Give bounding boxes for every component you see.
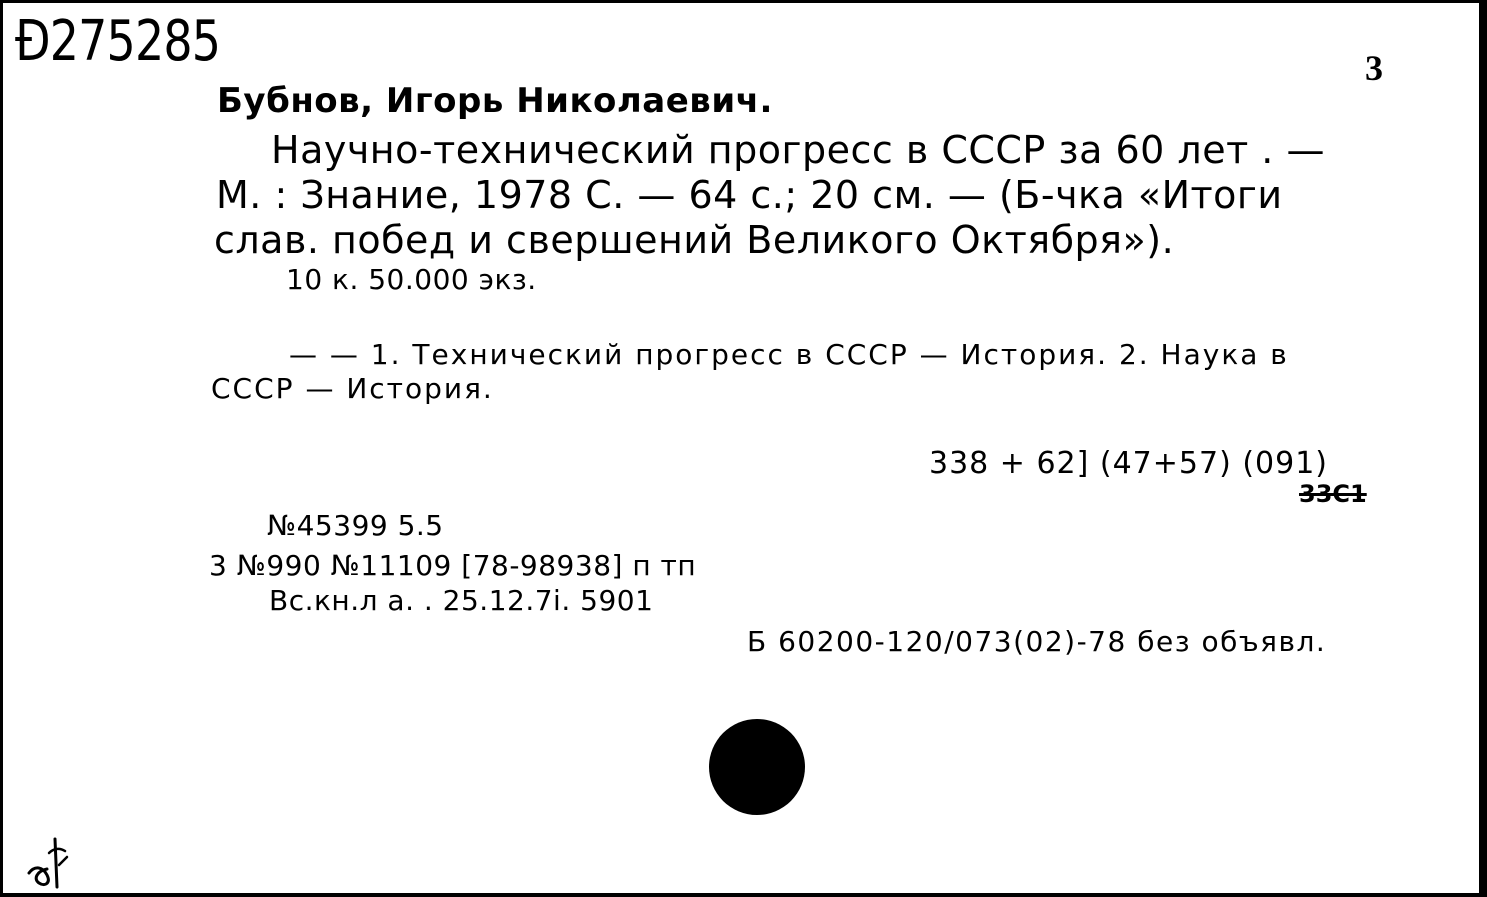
publication-index: Б 60200-120/073(02)-78 без объявл.	[747, 625, 1327, 658]
inventory-number: Ð275285	[15, 9, 221, 74]
order-number: №45399 5.5	[267, 509, 444, 542]
classification-index: 338 + 62] (47+57) (091)	[929, 446, 1328, 481]
struck-code: 33С1	[1299, 480, 1367, 508]
subject-headings-line-2: СССР — История.	[211, 372, 494, 405]
title-line-3: слав. побед и свершений Великого Октября»).	[214, 218, 1175, 262]
title-line-1: Научно-технический прогресс в СССР за 60 лет . —	[271, 128, 1325, 172]
title-line-2: М. : Знание, 1978 С. — 64 с.; 20 см. — (Б-чка «Итоги	[216, 173, 1283, 217]
punch-hole	[709, 719, 805, 815]
handwritten-mark-icon	[25, 829, 71, 889]
price-print-run: 10 к. 50.000 экз.	[286, 263, 537, 296]
print-numbers: 3 №990 №11109 [78-98938] п тп	[209, 549, 697, 582]
book-chamber-line: Вс.кн.л а. . 25.12.7і. 5901	[269, 584, 654, 617]
card-number: 3	[1365, 48, 1383, 88]
subject-headings-line-1: — — 1. Технический прогресс в СССР — История. 2. Наука в	[289, 338, 1289, 371]
author-heading: Бубнов, Игорь Николаевич.	[217, 81, 773, 121]
